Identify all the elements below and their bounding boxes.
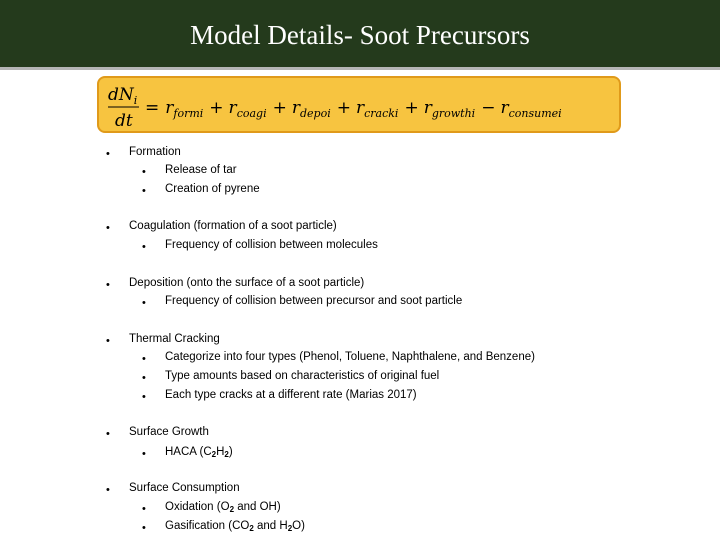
sub-bullet-dot: • [142,448,146,460]
slide-title: Model Details- Soot Precursors [190,20,530,50]
bullet-dot: • [106,428,110,440]
sub-bullet-dot: • [142,166,146,178]
item-formation: Formation [129,146,181,158]
item-surface-consumption: Surface Consumption [129,482,240,494]
bullet-dot: • [106,335,110,347]
bullet-dot: • [106,279,110,291]
sub-item-haca: HACA $(C_2H_2)$ [165,446,233,459]
sub-bullet-dot: • [142,297,146,309]
sub-item: Frequency of collision between molecules [165,239,378,251]
sub-bullet-dot: • [142,522,146,534]
bullet-dot: • [106,148,110,160]
bullet-dot: • [106,222,110,234]
equation-lhs-denominator: dt [115,111,133,131]
sub-item: Each type cracks at a different rate (Marias 2017) [165,389,417,401]
equation-box [97,76,621,133]
rate-equation [99,78,623,135]
title-bar [0,0,720,70]
equation-rhs: = $r_{formi} + r_{coagi} + r_{depoi} + r_{cracki} + r_{growthi} - r_{consumei}$ [145,98,562,120]
sub-item: Categorize into four types (Phenol, Toluene, Naphthalene, and Benzene) [165,351,535,363]
sub-item-oxidation: Oxidation ($O_2$ and OH) [165,501,281,514]
item-coagulation: Coagulation (formation of a soot particle) [129,220,337,232]
sub-bullet-dot: • [142,353,146,365]
sub-item: Frequency of collision between precursor and soot particle [165,295,463,307]
sub-item: Release of tar [165,164,237,176]
item-deposition: Deposition (onto the surface of a soot particle) [129,277,365,289]
sub-item-gasification: Gasification ($CO_2$ and $H_2O$) [165,520,305,533]
sub-bullet-dot: • [142,391,146,403]
sub-bullet-dot: • [142,241,146,253]
sub-item: Creation of pyrene [165,183,260,195]
equation-lhs-numerator: $dN_i$ [108,85,138,107]
sub-bullet-dot: • [142,503,146,515]
bullet-dot: • [106,484,110,496]
sub-bullet-dot: • [142,185,146,197]
item-surface-growth: Surface Growth [129,426,209,438]
sub-bullet-dot: • [142,372,146,384]
sub-item: Type amounts based on characteristics of original fuel [165,370,440,382]
item-thermal-cracking: Thermal Cracking [129,333,220,345]
